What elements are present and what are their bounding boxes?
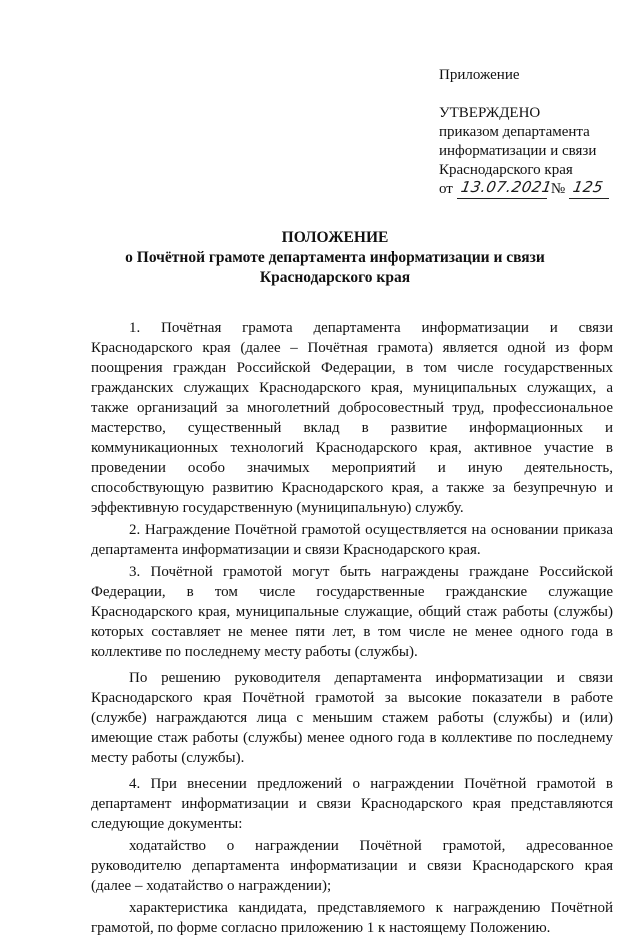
approval-block — [439, 66, 629, 199]
order-date-number-row — [439, 180, 629, 199]
list-item-characteristic: характеристика кандидата, представляемого к награждению Почётной грамотой, по форме согласно приложению 1 к настоящему Положению. — [91, 900, 613, 936]
document-body — [91, 318, 613, 938]
paragraph-3-continued: По решению руководителя департамента информатизации и связи Краснодарского края Почётной грамотой за высокие показатели в работе (службе) награждаются лица с меньшим стажем работы (службы) и (или) имеющие стаж работы (службы) менее одного года в коллективе по последнему месту работы (службы). — [91, 670, 613, 766]
number-prefix: № — [550, 181, 566, 197]
appendix-label: Приложение — [439, 67, 520, 83]
order-number-handwritten: 125 — [571, 178, 605, 196]
title-heading: ПОЛОЖЕНИЕ — [281, 229, 389, 246]
approved-line-2: информатизации и связи — [439, 143, 597, 159]
title-line-1: о Почётной грамоте департамента информатизации и связи — [125, 249, 545, 266]
order-date-handwritten: 13.07.2021 — [459, 178, 554, 196]
title-line-2: Краснодарского края — [259, 269, 411, 286]
paragraph-1: 1. Почётная грамота департамента информатизации и связи Краснодарского края (далее – Почётная грамота) является одной из форм поощрения граждан Российской Федерации, в том числе государственных гражданских служащих Краснодарского края, муниципальных служащих, а также организаций за многолетний добросовестный труд, профессиональное мастерство, существенный вклад в развитие информационных и коммуникационных технологий Краснодарского края, активное участие в проведении особо значимых мероприятий и иную деятельность, способствующую развитию Краснодарского края, а также за безупречную и эффективную государственную (муниципальную) службу. — [91, 320, 613, 516]
paragraph-2: 2. Награждение Почётной грамотой осуществляется на основании приказа департамента информатизации и связи Краснодарского края. — [91, 522, 613, 558]
approved-label: УТВЕРЖДЕНО — [439, 105, 541, 121]
date-prefix: от — [439, 181, 453, 197]
paragraph-4: 4. При внесении предложений о награждении Почётной грамотой в департамент информатизации и связи Краснодарского края представляются следующие документы: — [91, 776, 613, 832]
list-item-petition: ходатайство о награждении Почётной грамотой, адресованное руководителю департамента информатизации и связи Краснодарского края (далее – ходатайство о награждении); — [91, 838, 613, 894]
order-date-field — [457, 178, 554, 199]
order-number-field — [569, 178, 609, 199]
document-title — [60, 228, 610, 288]
approved-line-1: приказом департамента — [439, 124, 590, 140]
approved-line-3: Краснодарского края — [439, 162, 573, 178]
paragraph-3: 3. Почётной грамотой могут быть награждены граждане Российской Федерации, в том числе государственные гражданские служащие Краснодарского края, муниципальные служащие, общий стаж работы (службы) которых составляет не менее пяти лет, в том числе не менее одного года в коллективе по последнему месту работы (службы). — [91, 564, 613, 660]
